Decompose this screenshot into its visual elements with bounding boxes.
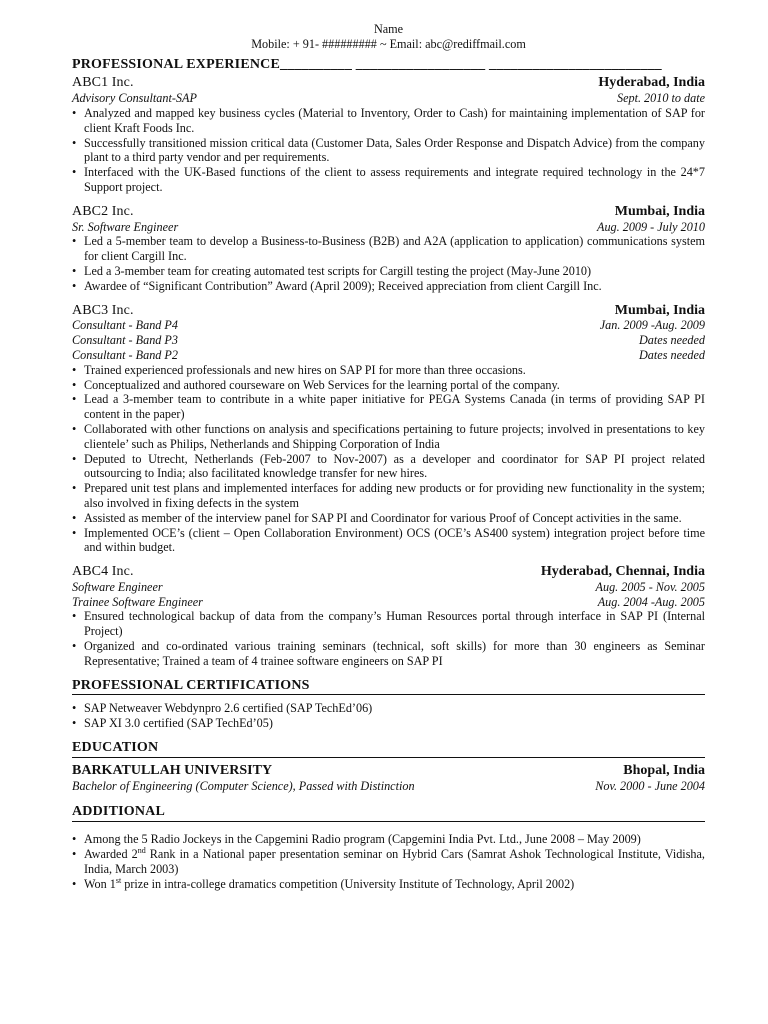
- resume-page: [72, 22, 705, 891]
- job-dates: Aug. 2004 -Aug. 2005: [597, 594, 705, 609]
- education-heading: EDUCATION: [72, 741, 705, 758]
- bullet-item: • Led a 3-member team for creating automated test scripts for Cargill testing the project (May-June 2010): [72, 264, 705, 279]
- bullet-item: • Ensured technological backup of data from the company’s Human Resources portal through interface in SAP PI (Internal Project): [72, 609, 705, 639]
- certification-item: • SAP XI 3.0 certified (SAP TechEd’05): [72, 716, 705, 731]
- degree: Bachelor of Engineering (Computer Science), Passed with Distinction: [72, 778, 415, 793]
- job-entry: [72, 205, 705, 294]
- job-dates: Aug. 2005 - Nov. 2005: [595, 579, 705, 594]
- bullet-item: • Organized and co-ordinated various training seminars (technical, soft skills) for more than 30 engineers as Seminar Representative; Trained a team of 4 trainee software engineers on SAP PI: [72, 639, 705, 669]
- additional-heading: ADDITIONAL: [72, 805, 705, 822]
- job-dates: Sept. 2010 to date: [616, 91, 705, 106]
- job-title: Software Engineer: [72, 579, 163, 594]
- job-title: Consultant - Band P4: [72, 318, 178, 333]
- certifications-heading: PROFESSIONAL CERTIFICATIONS: [72, 679, 705, 696]
- job-bullets: [72, 609, 705, 668]
- job-location: Mumbai, India: [614, 302, 705, 318]
- job-entry: [72, 76, 705, 194]
- additional-item: • Among the 5 Radio Jockeys in the Capgemini Radio program (Capgemini India Pvt. Ltd., June 2008 – May 2009): [72, 832, 705, 847]
- job-entry: [72, 565, 705, 669]
- bullet-item: • Implemented OCE’s (client – Open Collaboration Environment) OCS (OCE’s AS400 system) integration project before time and within budget.: [72, 526, 705, 556]
- job-dates: Aug. 2009 - July 2010: [597, 219, 705, 234]
- bullet-item: • Led a 5-member team to develop a Business-to-Business (B2B) and A2A (application to application) communications system for client Cargill Inc.: [72, 234, 705, 264]
- company-name: ABC2 Inc.: [72, 203, 134, 219]
- job-title: Advisory Consultant-SAP: [72, 91, 197, 106]
- additional-item: [72, 877, 705, 892]
- company-name: ABC1 Inc.: [72, 75, 134, 91]
- job-title: Consultant - Band P3: [72, 333, 178, 348]
- candidate-name: Name: [373, 22, 404, 36]
- bullet-item: • Conceptualized and authored courseware on Web Services for the learning portal of the company.: [72, 378, 705, 393]
- job-dates: Jan. 2009 -Aug. 2009: [599, 318, 705, 333]
- contact-line: Mobile: + 91- ######### ~ Email: abc@rediffmail.com: [251, 36, 526, 51]
- additional-item: [72, 847, 705, 877]
- bullet-item: • Deputed to Utrecht, Netherlands (Feb-2007 to Nov-2007) as a developer and coordinator for SAP PI project related outsourcing to India; also facilitated knowledge transfer for new hires.: [72, 452, 705, 482]
- bullet-item: • Analyzed and mapped key business cycles (Material to Inventory, Order to Cash) for maintaining implementation of SAP for client Kraft Foods Inc.: [72, 106, 705, 136]
- bullet-item: • Lead a 3-member team to contribute in a white paper initiative for PEGA Systems Canada (in terms of providing SAP PI content in the paper): [72, 392, 705, 422]
- bullet-item: • Prepared unit test plans and implemented interfaces for adding new products or for providing new functionality in the system; also involved in fixing defects in the system: [72, 481, 705, 511]
- job-bullets: [72, 363, 705, 555]
- job-location: Mumbai, India: [614, 203, 705, 219]
- company-name: ABC4 Inc.: [72, 564, 134, 580]
- job-entry: [72, 304, 705, 556]
- bullet-item: • Successfully transitioned mission critical data (Customer Data, Sales Order Response and Dispatch Advice) from the company plant to a third party vendor and per requirements.: [72, 136, 705, 166]
- bullet-item: • Awardee of “Significant Contribution” Award (April 2009); Received appreciation from client Cargill Inc.: [72, 279, 705, 294]
- company-name: ABC3 Inc.: [72, 302, 134, 318]
- ordinal-suffix: nd: [137, 845, 146, 855]
- education-dates: Nov. 2000 - June 2004: [595, 778, 705, 793]
- job-title: Trainee Software Engineer: [72, 594, 203, 609]
- job-bullets: [72, 234, 705, 293]
- job-title: Consultant - Band P2: [72, 347, 178, 362]
- school-location: Bhopal, India: [623, 762, 705, 778]
- job-title: Sr. Software Engineer: [72, 219, 179, 234]
- additional-item-text: Won 1: [84, 876, 116, 891]
- additional-list: [72, 832, 705, 891]
- bullet-item: • Assisted as member of the interview panel for SAP PI and Coordinator for various Proof of Concept activities in the same.: [72, 511, 705, 526]
- additional-item-text: prize in intra-college dramatics competition (University Institute of Technology, April 2002): [121, 876, 575, 891]
- job-dates: Dates needed: [639, 347, 705, 362]
- bullet-item: • Interfaced with the UK-Based functions of the client to assess requirements and integrate required technology in the 24*7 Support project.: [72, 165, 705, 195]
- certifications-list: [72, 701, 705, 731]
- bullet-item: • Trained experienced professionals and new hires on SAP PI for more than three occasions.: [72, 363, 705, 378]
- certification-item: • SAP Netweaver Webdynpro 2.6 certified (SAP TechEd’06): [72, 701, 705, 716]
- job-location: Hyderabad, India: [598, 75, 705, 91]
- additional-item-text: Rank in a National paper presentation seminar on Hybrid Cars (Samrat Ashok Technological Institute, Vidisha, India, March 2003): [84, 847, 705, 876]
- bullet-item: • Collaborated with other functions on analysis and specifications pertaining to future projects; involved in presentations to key clientele’ such as Philips, Netherlands and Shipping Corporation of India: [72, 422, 705, 452]
- job-bullets: [72, 106, 705, 195]
- experience-heading: PROFESSIONAL EXPERIENCE__________ __________________ ________________________: [72, 56, 662, 72]
- additional-item-text: Awarded 2: [84, 847, 138, 862]
- ordinal-suffix: st: [115, 875, 122, 885]
- job-dates: Dates needed: [639, 333, 705, 348]
- school-name: BARKATULLAH UNIVERSITY: [72, 762, 273, 778]
- job-location: Hyderabad, Chennai, India: [540, 564, 705, 580]
